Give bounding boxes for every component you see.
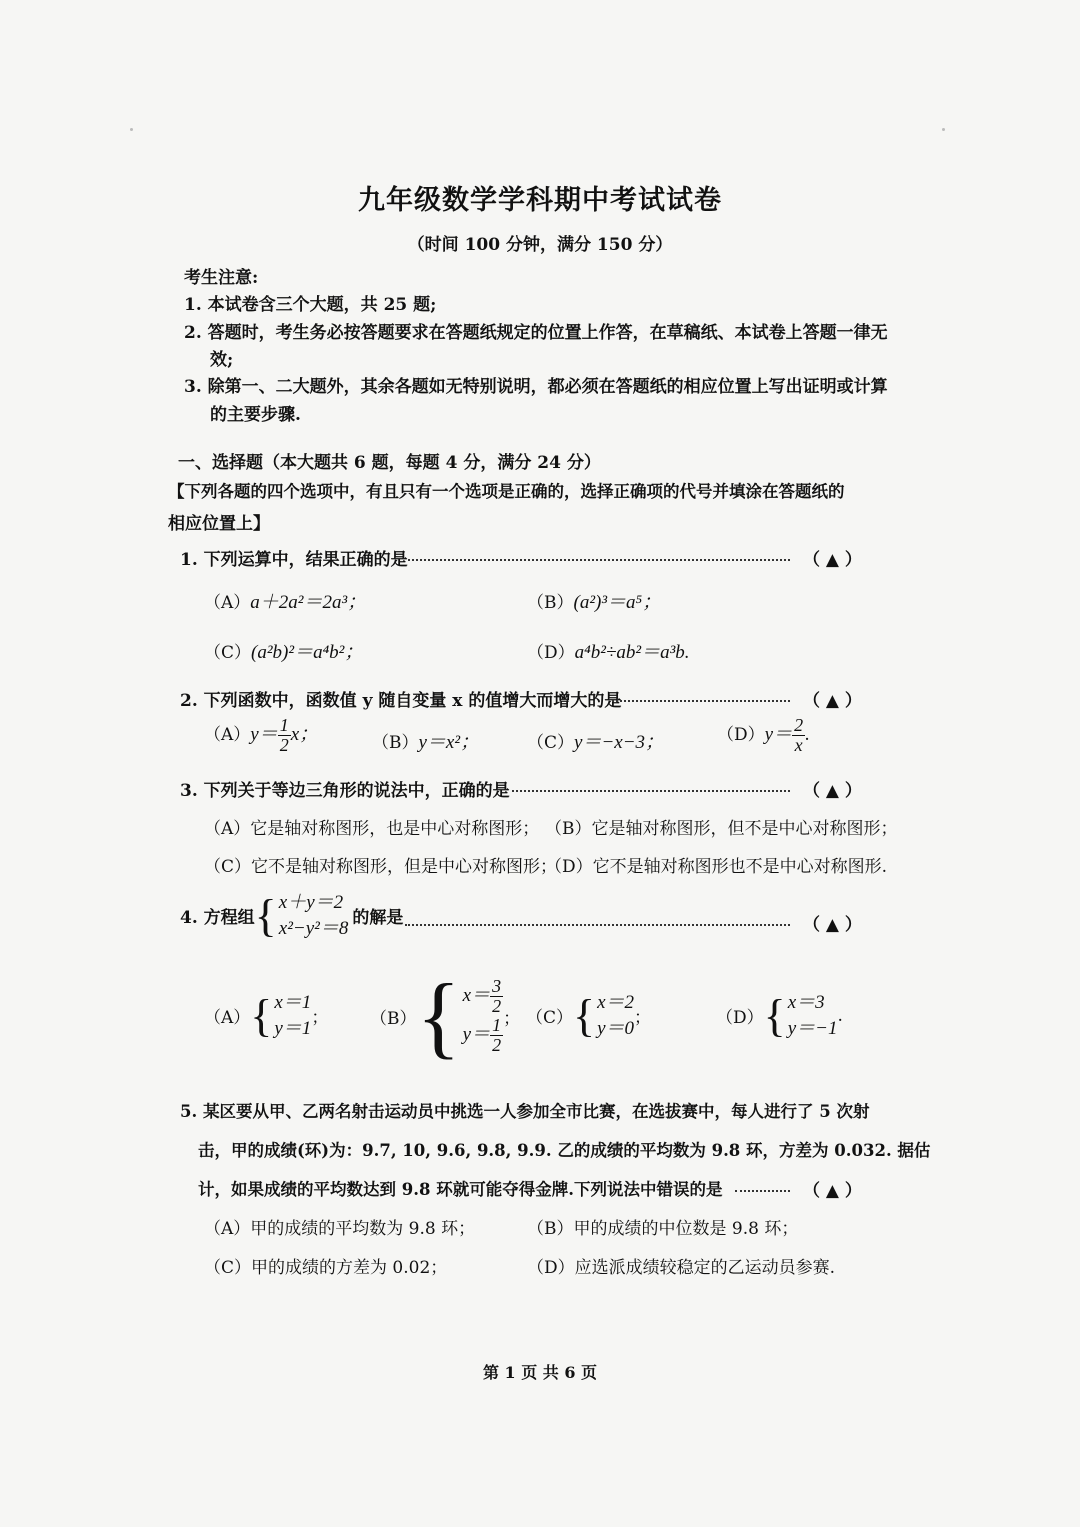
leader-dots (408, 549, 790, 561)
q1-option-b: （B）(a²)³＝a⁵； (527, 592, 662, 613)
notice-item: 1. 本试卷含三个大题，共 25 题; (184, 295, 437, 315)
q2-option-c: （C）y＝−x−3； (527, 732, 665, 753)
q3-option-a: （A）它是轴对称图形，也是中心对称图形； (204, 819, 540, 839)
q1-option-d: （D）a⁴b²÷ab²＝a³b. (527, 642, 690, 663)
q3-option-d: （D）它不是轴对称图形也不是中心对称图形. (545, 857, 888, 877)
answer-mark: （ ▲ ） (803, 691, 862, 711)
q2-option-a: （A）y＝ $\frac{1}{2}$ x； (204, 715, 319, 755)
q2-option-b: （B）y＝x²； (372, 732, 480, 753)
equation-system: { x＋y＝2 x²−y²＝8 (254, 889, 349, 941)
answer-mark: （ ▲ ） (803, 550, 862, 570)
leader-dots (405, 914, 790, 926)
q2-option-d: （D）y＝ $\frac{2}{x}$ . (717, 715, 810, 755)
fraction: $\frac{2}{x}$ (794, 715, 804, 755)
scan-mark-left (130, 128, 133, 131)
notice-item: 3. 除第一、二大题外，其余各题如无特别说明，都必须在答题纸的相应位置上写出证明或计算 (184, 377, 888, 397)
question-1-stem: 1. 下列运算中，结果正确的是 (180, 550, 408, 570)
q3-option-b: （B）它是轴对称图形，但不是中心对称图形； (545, 819, 898, 839)
page-footer: 第 1 页 共 6 页 (482, 1363, 598, 1382)
q1-option-a: （A）a＋2a²＝2a³； (204, 592, 367, 613)
answer-mark: （ ▲ ） (803, 915, 862, 935)
question-5-line: 计，如果成绩的平均数达到 9.8 环就可能夺得金牌.下列说法中错误的是 (198, 1180, 723, 1199)
section-instruction: 相应位置上】 (168, 514, 270, 534)
scan-mark-right (942, 128, 945, 131)
q3-option-c: （C）它不是轴对称图形，但是中心对称图形； (204, 857, 558, 877)
page-subtitle: （时间 100 分钟，满分 150 分） (407, 235, 673, 255)
answer-mark: （ ▲ ） (803, 781, 862, 801)
leader-dots (512, 780, 790, 792)
q5-option-a: （A）甲的成绩的平均数为 9.8 环； (204, 1219, 476, 1239)
q4-option-d: （D） { x＝3 y＝−1 . (716, 989, 843, 1041)
q4-option-a: （A） { x＝1 y＝1 ； (204, 989, 329, 1041)
q5-option-b: （B）甲的成绩的中位数是 9.8 环； (527, 1219, 799, 1239)
notice-heading: 考生注意: (184, 268, 259, 288)
notice-item: 的主要步骤. (210, 405, 301, 425)
question-5-line: 5. 某区要从甲、乙两名射击运动员中挑选一人参加全市比赛，在选拔赛中，每人进行了 5 次射 (180, 1102, 870, 1121)
question-2-stem: 2. 下列函数中，函数值 y 随自变量 x 的值增大而增大的是 (180, 691, 622, 711)
leader-dots (735, 1180, 790, 1192)
section-heading: 一、选择题（本大题共 6 题，每题 4 分，满分 24 分） (178, 453, 601, 473)
q4-option-b: （B） { x＝ $\frac{3}{2}$ y＝ $\frac{1}{2}$ ； (370, 965, 521, 1067)
question-3-stem: 3. 下列关于等边三角形的说法中，正确的是 (180, 781, 510, 801)
page-title: 九年级数学学科期中考试试卷 (358, 185, 722, 216)
answer-mark: （ ▲ ） (803, 1181, 862, 1201)
notice-item: 2. 答题时，考生务必按答题要求在答题纸规定的位置上作答，在草稿纸、本试卷上答题一律无 (184, 323, 888, 343)
section-instruction: 【下列各题的四个选项中，有且只有一个选项是正确的，选择正确项的代号并填涂在答题纸的 (168, 482, 845, 501)
q4-option-c: （C） { x＝2 y＝0 ； (526, 989, 652, 1041)
fraction: $\frac{1}{2}$ (279, 715, 289, 755)
notice-item: 效; (210, 350, 234, 370)
question-5-line: 击，甲的成绩(环)为：9.7, 10, 9.6, 9.8, 9.9. 乙的成绩的平均数为 9.8 环，方差为 0.032. 据估 (198, 1141, 931, 1160)
leader-dots (612, 690, 790, 702)
q1-option-c: （C）(a²b)²＝a⁴b²； (204, 642, 364, 663)
question-4-stem: 4. 方程组 { x＋y＝2 x²−y²＝8 的解是 (180, 889, 404, 941)
q5-option-d: （D）应选派成绩较稳定的乙运动员参赛. (527, 1258, 836, 1278)
q5-option-c: （C）甲的成绩的方差为 0.02； (204, 1258, 448, 1278)
